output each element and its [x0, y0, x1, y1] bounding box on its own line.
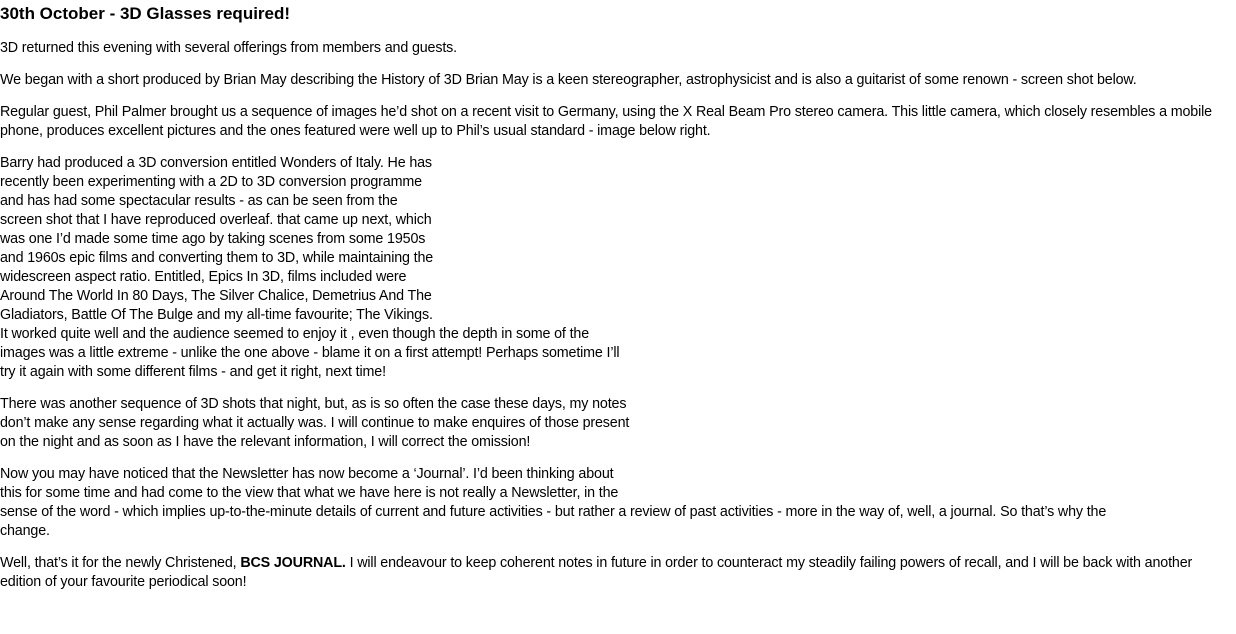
text-line: screen shot that I have reproduced overleaf. that came up next, which — [0, 212, 432, 228]
text-line: Gladiators, Battle Of The Bulge and my all-time favourite; The Vikings. — [0, 307, 433, 323]
page-title: 30th October - 3D Glasses required! — [0, 4, 291, 23]
text-line: images was a little extreme - unlike the one above - blame it on a first attempt! Perhaps sometime I’ll — [0, 345, 620, 361]
paragraph-journal-rename — [0, 465, 1236, 541]
text-line: There was another sequence of 3D shots that night, but, as is so often the case these days, my notes — [0, 396, 627, 412]
text-line: Barry had produced a 3D conversion entitled Wonders of Italy. He has — [0, 155, 432, 171]
text-line: It worked quite well and the audience seemed to enjoy it , even though the depth in some of the — [0, 326, 589, 342]
text-line: Now you may have noticed that the Newsletter has now become a ‘Journal’. I’d been thinking about — [0, 466, 614, 482]
bcs-journal-label: BCS JOURNAL. — [240, 555, 346, 571]
text-line: on the night and as soon as I have the relevant information, I will correct the omission! — [0, 434, 531, 450]
paragraph-closing — [0, 554, 1236, 592]
text-line: was one I’d made some time ago by taking scenes from some 1950s — [0, 231, 426, 247]
closing-text-end: I will endeavour to keep coherent notes in future in order to counteract my steadily failing powers of recall, and I will be back with another edition of your favourite periodical soon! — [0, 555, 1193, 590]
text-line: recently been experimenting with a 2D to 3D conversion programme — [0, 174, 422, 190]
text-line: sense of the word - which implies up-to-the-minute details of current and future activities - but rather a review of past activities - more in the way of, well, a journal. So that’s why the — [0, 504, 1107, 520]
text-line: and 1960s epic films and converting them to 3D, while maintaining the — [0, 250, 434, 266]
paragraph-another-sequence — [0, 395, 1236, 452]
text-line: try it again with some different films - and get it right, next time! — [0, 364, 386, 380]
text-line: widescreen aspect ratio. Entitled, Epics In 3D, films included were — [0, 269, 407, 285]
text-line: don’t make any sense regarding what it actually was. I will continue to make enquires of those present — [0, 415, 630, 431]
text-line: Around The World In 80 Days, The Silver Chalice, Demetrius And The — [0, 288, 432, 304]
text-line: this for some time and had come to the view that what we have here is not really a Newsletter, in the — [0, 485, 619, 501]
paragraph-phil-palmer: Regular guest, Phil Palmer brought us a sequence of images he’d shot on a recent visit to Germany, using the X Real Beam Pro stereo camera. This little camera, which closely resembles a mobile phone, produces excellent pictures and the ones featured were well up to Phil’s usual standard - image below right. — [0, 104, 1212, 139]
paragraph-brian-may: We began with a short produced by Brian May describing the History of 3D Brian May is a keen stereographer, astrophysicist and is also a guitarist of some renown - screen shot below. — [0, 72, 1137, 88]
closing-text-start: Well, that’s it for the newly Christened, — [0, 555, 241, 571]
text-line: change. — [0, 523, 50, 539]
text-line: and has had some spectacular results - as can be seen from the — [0, 193, 398, 209]
paragraph-intro: 3D returned this evening with several offerings from members and guests. — [0, 40, 457, 56]
paragraph-barry-conversion — [0, 154, 1236, 382]
